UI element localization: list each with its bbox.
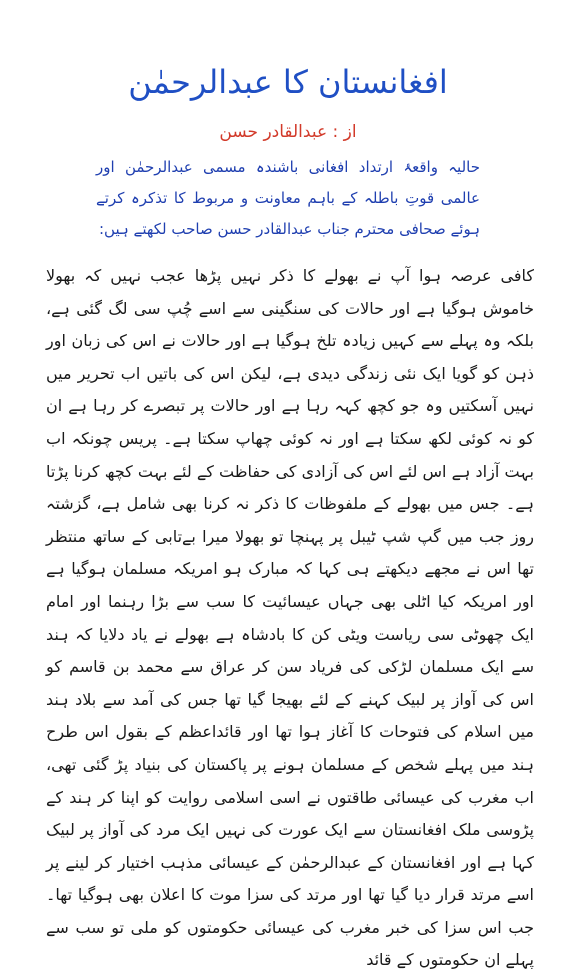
article-intro: حالیہ واقعۂ ارتداد افغانی باشندہ مسمی عبدالرحمٰن اور عالمی قوتِ باطلہ کے باہم معاونت و مربوط کا تذکرہ کرتے ہوئے صحافی محترم جناب عبدالقادر حسن صاحب لکھتے ہیں: xyxy=(96,158,480,238)
article-byline: از : عبدالقادر حسن xyxy=(219,122,357,142)
article-body xyxy=(46,260,534,977)
article-paragraph: کافی عرصہ ہوا آپ نے بھولے کا ذکر نہیں پڑھا عجب نہیں کہ بھولا خاموش ہوگیا ہے اور حالات کی سنگینی سے اسے چُپ سی لگ گئی ہے، بلکہ وہ پہلے سے کہیں زیادہ تلخ ہوگیا ہے اور حالات نے اس کی زبان اور ذہن کو گویا ایک نئی زندگی دیدی ہے، لیکن اس کی باتیں اب تحریر میں نہیں آسکتیں وہ جو کچھ کہہ رہا ہے اور حالات پر تبصرے کر رہا ہے ان کو نہ کوئی لکھ سکتا ہے اور نہ کوئی چھاپ سکتا ہے۔ پریس چونکہ اب بہت آزاد ہے اس لئے اس کی آزادی کی حفاظت کے لئے بہت کچھ کرنا پڑتا ہے۔ جس میں بھولے کے ملفوظات کا ذکر نہ کرنا بھی شامل ہے، گزشتہ روز جب میں گپ شپ ٹیبل پر پہنچا تو بھولا میرا بےتابی کے ساتھ منتظر تھا اس نے مجھے دیکھتے ہی کہا کہ مبارک ہو امریکہ مسلمان ہوگیا ہے اور امریکہ کیا اٹلی بھی جہاں عیسائیت کا سب سے بڑا رہنما اور امام ایک چھوٹی سی ریاست ویٹی کن کا بادشاہ ہے بھولے نے یاد دلایا کہ ہند سے ایک مسلمان لڑکی کی فریاد سن کر عراق سے محمد بن قاسم کو اس کی آواز پر لبیک کہنے کے لئے بھیجا گیا تھا جس کی آمد سے بلاد ہند میں اسلام کی فتوحات کا آغاز ہوا تھا اور قائداعظم کے بقول اس طرح ہند میں پہلے شخص کے مسلمان ہونے پر پاکستان کی بنیاد پڑ گئی تھی، اب مغرب کی عیسائی طاقتوں نے اسی اسلامی روایت کو اپنا کر ہند کے پڑوسی ملک افغانستان سے ایک عورت کی نہیں ایک مرد کی آواز پر لبیک کہا ہے اور افغانستان کے عبدالرحمٰن کے عیسائی مذہب اختیار کر لینے پر اسے مرتد قرار دیا گیا تھا اور مرتد کی سزا موت کا اعلان بھی ہوگیا تھا۔ جب اس سزا کی خبر مغرب کی عیسائی حکومتوں کو ملی تو سب سے پہلے ان حکومتوں کے قائد xyxy=(46,266,534,970)
article-title: افغانستان کا عبدالرحمٰن xyxy=(128,63,448,101)
